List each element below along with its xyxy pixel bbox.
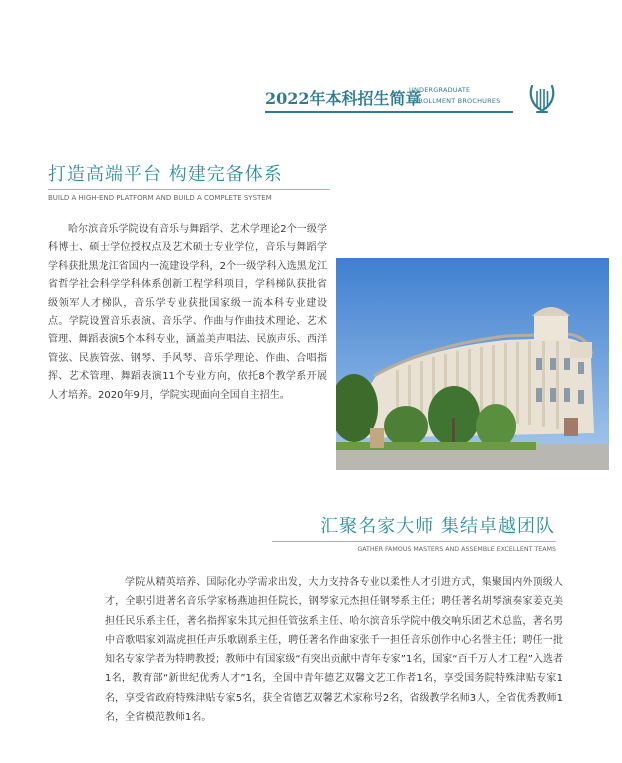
campus-building-photo — [336, 258, 609, 470]
brochure-header — [265, 82, 560, 118]
brochure-title: 2022年本科招生简章 — [265, 89, 422, 108]
brochure-subtitle-line2: ENROLLMENT BROCHURES — [409, 97, 501, 105]
section1-body: 哈尔滨音乐学院设有音乐与舞蹈学、艺术学理论2个一级学科博士、硕士学位授权点及艺术硕士专业学位，音乐与舞蹈学学科获批黑龙江省国内一流建设学科，2个一级学科入选黑龙江省哲学社会科学学科体系创新工程学科项目，学科梯队获批省级领军人才梯队，音乐学专业获批国家级一流本科专业建设点。学院设置音乐表演、音乐学、作曲与作曲技术理论、艺术管理、舞蹈表演5个本科专业，涵盖美声唱法、民族声乐、西洋管弦、民族管弦、钢琴、手风琴、音乐学理论、作曲、合唱指挥、艺术管理、舞蹈表演11个专业方向，依托8个教学系开展人才培养。2020年9月，学院实现面向全国自主招生。 — [48, 224, 327, 401]
header-divider — [265, 111, 513, 113]
lyre-logo-icon — [527, 82, 557, 116]
section2-divider — [272, 541, 556, 542]
section1-subtitle: BUILD A HIGH-END PLATFORM AND BUILD A COMPLETE SYSTEM — [48, 194, 272, 202]
section1-divider — [48, 189, 330, 190]
section1-title: 打造高端平台 构建完备体系 — [48, 164, 283, 185]
brochure-subtitle-line1: UNDERGRADUATE — [409, 86, 471, 94]
section2-subtitle: GATHER FAMOUS MASTERS AND ASSEMBLE EXCELLENT TEAMS — [357, 546, 556, 553]
brochure-subtitle-en — [409, 85, 500, 107]
section2-title: 汇聚名家大师 集结卓越团队 — [320, 516, 555, 537]
section2-body: 学院从精英培养、国际化办学需求出发，大力支持各专业以柔性人才引进方式，集聚国内外顶级人才，全职引进著名音乐学家杨燕迪担任院长，钢琴家元杰担任钢琴系主任；聘任著名胡琴演奏家姜克美担任民乐系主任，著名指挥家朱其元担任管弦系主任、哈尔滨音乐学院中俄交响乐团艺术总监，著名男中音歌唱家刘嵩虎担任声乐歌剧系主任，聘任著名作曲家张千一担任音乐创作中心名誉主任；聘任一批知名专家学者为特聘教授；教师中有国家级“有突出贡献中青年专家”1名，国家“百千万人才工程”入选者1名，教育部“新世纪优秀人才”1名，全国中青年德艺双馨文艺工作者1名，享受国务院特殊津贴专家1名，享受省政府特殊津贴专家5名，获全省德艺双馨艺术家称号2名，省级教学名师3人，全省优秀教师1名，全省模范教师1名。 — [105, 577, 563, 724]
